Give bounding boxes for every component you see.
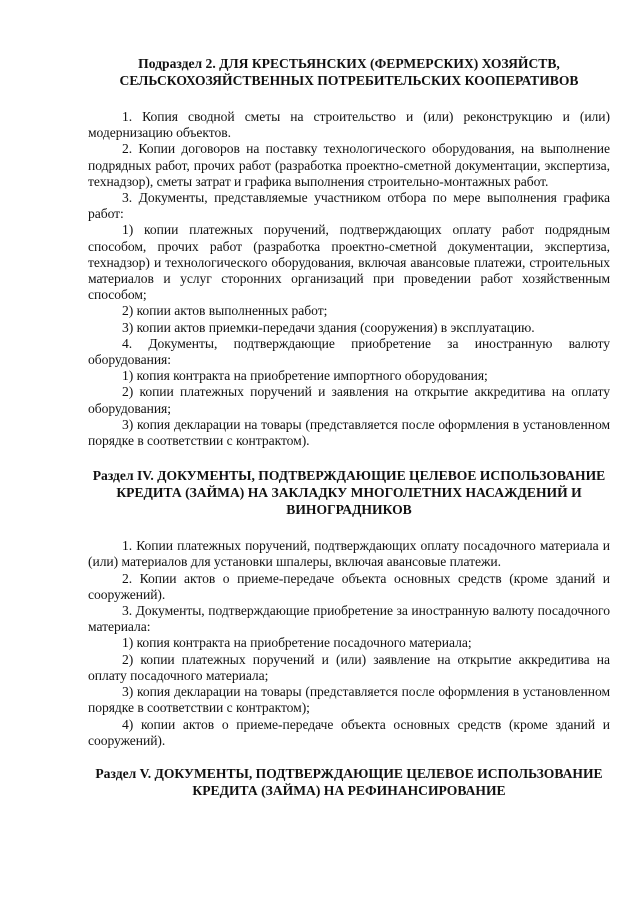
paragraph: 2) копии актов выполненных работ; (122, 303, 328, 319)
section-4-body (88, 538, 610, 749)
paragraph: 3) копия декларации на товары (представляется после оформления в установленном порядке в соответствии с контрактом); (88, 684, 610, 716)
paragraph: 3. Документы, представляемые участником отбора по мере выполнения графика работ: (88, 190, 610, 222)
paragraph: 4) копии актов о приеме-передаче объекта основных средств (кроме зданий и сооружений). (88, 716, 610, 748)
paragraph: 1) копия контракта на приобретение посадочного материала; (122, 635, 472, 651)
paragraph: 3) копии актов приемки-передачи здания (сооружения) в эксплуатацию. (122, 319, 535, 335)
paragraph: 1. Копия сводной сметы на строительство и (или) реконструкцию и (или) модернизацию объектов. (88, 109, 610, 141)
section-4-heading: Раздел IV. ДОКУМЕНТЫ, ПОДТВЕРЖДАЮЩИЕ ЦЕЛЕВОЕ ИСПОЛЬЗОВАНИЕ КРЕДИТА (ЗАЙМА) НА ЗАКЛАДКУ МНОГОЛЕТНИХ НАСАЖДЕНИЙ И ВИНОГРАДНИКОВ (92, 468, 606, 518)
paragraph: 2. Копии договоров на поставку технологического оборудования, на выполнение подрядных работ, прочих работ (разработка проектно-сметной документации, экспертиза, технадзор), сметы затрат и графика выполнения строительно-монтажных работ. (88, 141, 610, 189)
paragraph: 4. Документы, подтверждающие приобретение за иностранную валюту оборудования: (88, 335, 610, 368)
paragraph: 1) копия контракта на приобретение импортного оборудования; (122, 368, 488, 384)
subsection-2-heading: Подраздел 2. ДЛЯ КРЕСТЬЯНСКИХ (ФЕРМЕРСКИХ) ХОЗЯЙСТВ, СЕЛЬСКОХОЗЯЙСТВЕННЫХ ПОТРЕБИТЕЛЬСКИХ КООПЕРАТИВОВ (119, 56, 579, 88)
paragraph: 3. Документы, подтверждающие приобретение за иностранную валюту посадочного материала: (88, 603, 610, 635)
paragraph: 2) копии платежных поручений и (или) заявление на открытие аккредитива на оплату посадочного материала; (88, 651, 610, 683)
paragraph: 1) копии платежных поручений, подтверждающих оплату работ подрядным способом, прочих работ (разработка проектно-сметной документации, экспертиза, технадзор) и технологического оборудования, включая авансовые платежи, строительных материалов и услуг сторонних организаций при проведении работ хозяйственным способом; (88, 222, 610, 303)
subsection-2-body (88, 109, 610, 449)
paragraph: 2. Копии актов о приеме-передаче объекта основных средств (кроме зданий и сооружений). (88, 570, 610, 602)
paragraph: 2) копии платежных поручений и заявления на открытие аккредитива на оплату оборудования; (88, 384, 610, 416)
section-5-heading: Раздел V. ДОКУМЕНТЫ, ПОДТВЕРЖДАЮЩИЕ ЦЕЛЕВОЕ ИСПОЛЬЗОВАНИЕ КРЕДИТА (ЗАЙМА) НА РЕФИНАНСИРОВАНИЕ (95, 765, 603, 798)
paragraph: 1. Копии платежных поручений, подтверждающих оплату посадочного материала и (или) материалов для установки шпалеры, включая авансовые платежи. (88, 538, 610, 570)
paragraph: 3) копия декларации на товары (представляется после оформления в установленном порядке в соответствии с контрактом). (88, 416, 610, 449)
